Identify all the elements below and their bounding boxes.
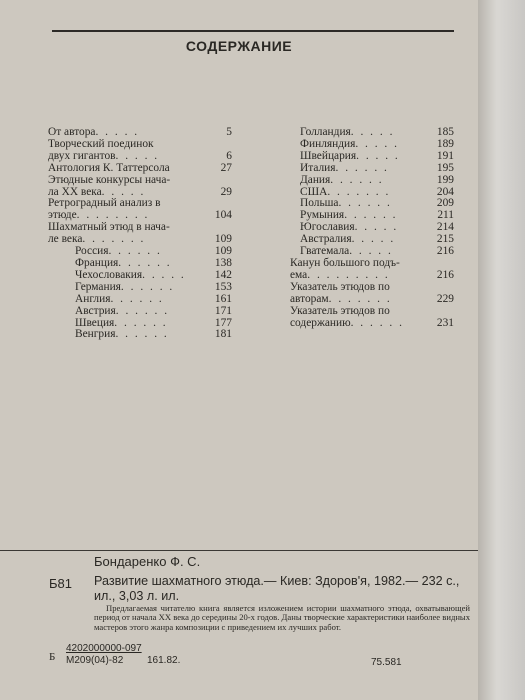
toc-entry-page: 161 [214,292,232,305]
toc-entry-leader: . . . . . . . . [76,210,150,222]
bib-codes [66,643,181,667]
toc-entry-title: ема [290,268,308,281]
toc-entry-page: 209 [436,197,454,210]
toc-entry [290,282,454,294]
toc-entry-title: двух гигантов [48,149,116,162]
toc-right-column [290,127,454,329]
toc-entry-title: Румыния [300,209,345,222]
toc-entry-leader: . . . . . . [350,317,404,329]
toc-entry-leader: . . . . . . [115,305,170,317]
toc-entry-leader: . . . . . [142,269,186,281]
toc-entry-page: 214 [436,221,454,234]
toc-entry-title: Австралия [300,233,352,246]
toc-entry-page: 109 [214,245,232,258]
toc-entry-page: 27 [220,161,232,174]
toc-entry-title: США [300,185,328,198]
toc-entry-page: 142 [214,268,232,281]
toc-entry-title: содержанию [290,316,351,329]
toc-entry-page: 138 [214,256,232,269]
toc-entry [48,294,232,306]
bib-code-line2: М209(04)-82 [66,655,124,666]
toc-left-column [48,127,232,341]
toc-entry-page: 231 [436,316,454,329]
toc-entry-leader: . . . . . [95,127,140,138]
toc-entry-leader: . . . . . . [118,257,172,269]
toc-entry-leader: . . . . . [355,138,399,150]
toc-entry-leader: . . . . . . [115,329,169,341]
toc-entry-page: 191 [436,149,454,162]
toc-entry-page: 204 [436,185,454,198]
toc-entry-page: 177 [214,316,232,329]
toc-entry [48,151,232,163]
toc-entry-title: Югославия [300,221,355,234]
top-rule [52,30,454,32]
toc-entry [48,329,232,341]
toc-entry [290,163,454,175]
toc-entry [290,258,454,270]
toc-entry-title: ла XX века [48,185,102,198]
toc-entry-page: 109 [214,233,232,246]
toc-entry-leader: . . . . . [115,150,160,162]
toc-entry-leader: . . . . . [349,246,393,258]
toc-entry-page: 171 [214,304,232,317]
toc-entry-page: 104 [214,209,232,222]
toc-entry-page: 229 [436,292,454,305]
toc-entry-title: Германия [75,280,121,293]
toc-entry [48,163,232,175]
toc-entry-leader: . . . . . . . . . [307,269,390,281]
toc-entry-page: 215 [436,233,454,246]
toc-entry [290,175,454,187]
bib-description: Развитие шахматного этюда.— Киев: Здоров'я, 1982.— 232 с., ил., 3,03 л. ил. [94,574,460,603]
toc-entry-page: 181 [214,328,232,341]
toc-entry-leader: . . . . . . [335,162,389,174]
bib-udc: 75.581 [371,657,402,668]
toc-entry-page: 153 [214,280,232,293]
toc-entry-leader: . . . . . [351,234,396,246]
toc-entry-title: этюде [48,209,77,222]
toc-entry-title: Австрия [75,304,116,317]
toc-entry-title: Финляндия [300,137,356,150]
adjacent-page-edge [478,0,525,700]
toc-entry-title: ле века [48,233,83,246]
bib-shelf-mark: Б81 [49,576,72,591]
toc-entry-title: Творческий поединок [48,137,154,150]
toc-entry-page: 216 [436,268,454,281]
toc-entry-title: Ретроградный анализ в [48,197,161,210]
toc-entry-leader: . . . . . . [338,198,392,210]
toc-entry-page: 5 [226,126,232,138]
page-title: СОДЕРЖАНИЕ [185,38,293,54]
toc-entry-page: 211 [437,209,454,222]
toc-entry-title: Россия [75,245,109,258]
toc-entry-title: Указатель этюдов по [290,304,390,317]
toc-entry [48,282,232,294]
toc-entry [290,270,454,282]
toc-entry-leader: . . . . . . [330,174,384,186]
toc-entry [48,306,232,318]
toc-entry [290,151,454,163]
toc-entry-leader: . . . . . [356,150,400,162]
toc-entry [290,294,454,306]
toc-entry-title: Италия [300,161,336,174]
toc-entry-leader: . . . . . . . [328,293,392,305]
toc-entry-title: Венгрия [75,328,116,341]
toc-entry-title: Дания [300,173,331,186]
toc-entry-leader: . . . . . . [120,281,175,293]
toc-entry-page: 195 [436,161,454,174]
bib-annotation: Предлагаемая читателю книга является изложением истории шахматного этюда, охватывающей период от начала XX века до середины 20-х годов. Даны творческие характеристики наиболее видных мастеров этого жанра композиции с приведением их лучших работ. [94,603,470,632]
bottom-rule [0,550,478,551]
toc-entry-page: 189 [436,137,454,150]
toc-entry-title: Этюдные конкурсы нача- [48,173,171,186]
toc-entry-page: 29 [220,185,232,198]
toc-entry-title: Польша [300,197,339,210]
toc-entry-title: Шахматный этюд в нача- [48,221,170,234]
toc-entry [48,175,232,187]
toc-entry-title: Голландия [300,126,351,138]
toc-entry [290,318,454,330]
toc-entry-title: Швеция [75,316,115,329]
toc-entry-title: Канун большого подъ- [290,256,400,269]
toc-entry-title: Франция [75,256,119,269]
toc-entry-title: Чехословакия [75,268,143,281]
toc-entry-title: От автора [48,126,96,138]
bib-code-line1: 4202000000-097 [66,643,142,654]
toc-entry-leader: . . . . . . [110,293,164,305]
toc-entry-leader: . . . . . . [344,210,398,222]
toc-entry-leader: . . . . . . . [82,234,146,246]
bib-author: Бондаренко Ф. С. [94,554,201,569]
toc-entry-title: Англия [75,292,111,305]
toc-entry-leader: . . . . . . [114,317,168,329]
bib-code-tail: 161.82. [147,655,181,666]
bib-code-letter: Б [49,651,56,663]
toc-entry-leader: . . . . . [350,127,395,138]
toc-entry-page: 6 [226,149,232,162]
toc-entry-page: 216 [436,245,454,258]
toc-entry-page: 199 [436,173,454,186]
toc-entry-leader: . . . . . . . [327,186,391,198]
toc-entry-leader: . . . . . . [108,246,162,258]
toc-entry-page: 185 [436,126,454,138]
toc-entry-title: Антология К. Таттерсола [48,161,170,174]
toc-entry-leader: . . . . . [354,222,399,234]
toc-entry-leader: . . . . . [101,186,146,198]
toc-entry-title: Швейцария [300,149,357,162]
toc-entry [290,306,454,318]
toc-entry-title: Гватемала [300,245,350,258]
toc-entry [48,270,232,282]
toc-entry-title: Указатель этюдов по [290,280,390,293]
toc-entry-title: авторам [290,292,329,305]
